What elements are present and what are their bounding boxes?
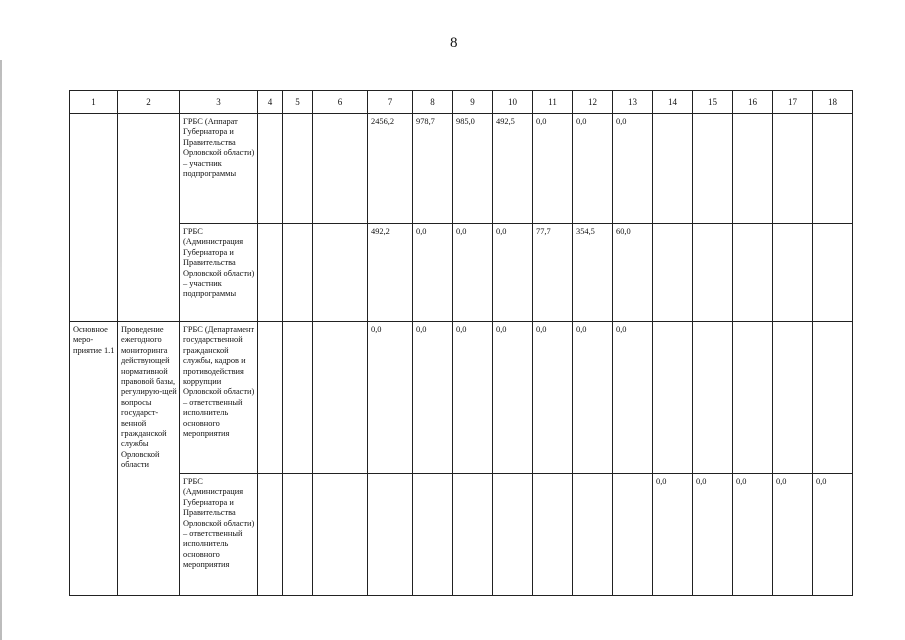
value-cell	[813, 224, 853, 322]
value-cell: 492,2	[368, 224, 413, 322]
value-cell: 0,0	[813, 474, 853, 596]
value-cell	[313, 322, 368, 474]
value-cell	[493, 474, 533, 596]
value-cell	[773, 114, 813, 224]
scan-edge-artifact	[0, 60, 2, 640]
value-cell: 0,0	[453, 322, 493, 474]
value-cell	[258, 114, 283, 224]
value-cell: 0,0	[413, 224, 453, 322]
value-cell: 0,0	[693, 474, 733, 596]
column-header-10: 10	[493, 91, 533, 114]
value-cell	[258, 322, 283, 474]
value-cell	[693, 114, 733, 224]
column-header-14: 14	[653, 91, 693, 114]
column-header-15: 15	[693, 91, 733, 114]
column-header-7: 7	[368, 91, 413, 114]
value-cell: 77,7	[533, 224, 573, 322]
value-cell: 354,5	[573, 224, 613, 322]
value-cell	[283, 114, 313, 224]
value-cell	[313, 474, 368, 596]
value-cell	[613, 474, 653, 596]
cell-col3-grbs: ГРБС (Администрация Губернатора и Правительства Орловской области) – участник подпрограммы	[180, 224, 258, 322]
column-header-4: 4	[258, 91, 283, 114]
value-cell	[653, 322, 693, 474]
column-header-17: 17	[773, 91, 813, 114]
value-cell: 0,0	[573, 322, 613, 474]
value-cell	[258, 474, 283, 596]
cell-col2	[118, 114, 180, 322]
header-row	[70, 91, 853, 114]
value-cell	[283, 474, 313, 596]
value-cell: 2456,2	[368, 114, 413, 224]
value-cell: 0,0	[613, 322, 653, 474]
value-cell: 985,0	[453, 114, 493, 224]
value-cell	[773, 322, 813, 474]
value-cell	[313, 224, 368, 322]
value-cell	[453, 474, 493, 596]
value-cell: 0,0	[368, 322, 413, 474]
value-cell: 0,0	[533, 114, 573, 224]
value-cell	[283, 224, 313, 322]
value-cell	[283, 322, 313, 474]
value-cell: 0,0	[533, 322, 573, 474]
value-cell	[368, 474, 413, 596]
value-cell	[693, 322, 733, 474]
value-cell	[813, 322, 853, 474]
value-cell	[813, 114, 853, 224]
value-cell: 0,0	[613, 114, 653, 224]
value-cell	[733, 114, 773, 224]
value-cell: 0,0	[413, 322, 453, 474]
table-row	[70, 322, 853, 474]
column-header-8: 8	[413, 91, 453, 114]
column-header-12: 12	[573, 91, 613, 114]
value-cell: 492,5	[493, 114, 533, 224]
column-header-5: 5	[283, 91, 313, 114]
column-header-11: 11	[533, 91, 573, 114]
budget-table	[69, 90, 853, 596]
value-cell	[733, 322, 773, 474]
value-cell: 0,0	[733, 474, 773, 596]
value-cell	[573, 474, 613, 596]
column-header-3: 3	[180, 91, 258, 114]
value-cell	[733, 224, 773, 322]
value-cell: 0,0	[653, 474, 693, 596]
value-cell: 978,7	[413, 114, 453, 224]
column-header-13: 13	[613, 91, 653, 114]
value-cell: 0,0	[453, 224, 493, 322]
column-header-16: 16	[733, 91, 773, 114]
cell-activity-description: Проведение ежегодного мониторинга действующей нормативной правовой базы, регулирую-щей вопросы государст-венной гражданской службы Орловской области	[118, 322, 180, 596]
value-cell: 0,0	[493, 322, 533, 474]
value-cell	[313, 114, 368, 224]
cell-col1	[70, 114, 118, 322]
cell-main-activity: Основное меро-приятие 1.1	[70, 322, 118, 596]
value-cell	[653, 114, 693, 224]
value-cell	[693, 224, 733, 322]
value-cell	[413, 474, 453, 596]
value-cell	[258, 224, 283, 322]
page-number: 8	[450, 35, 458, 51]
column-header-2: 2	[118, 91, 180, 114]
value-cell	[773, 224, 813, 322]
cell-col3-grbs: ГРБС (Аппарат Губернатора и Правительства Орловской области) – участник подпрограммы	[180, 114, 258, 224]
cell-col3-grbs: ГРБС (Администрация Губернатора и Правительства Орловской области) – ответственный исполнитель основного мероприятия	[180, 474, 258, 596]
value-cell: 0,0	[773, 474, 813, 596]
column-header-6: 6	[313, 91, 368, 114]
column-header-9: 9	[453, 91, 493, 114]
value-cell: 60,0	[613, 224, 653, 322]
column-header-1: 1	[70, 91, 118, 114]
cell-col3-grbs: ГРБС (Департамент государственной гражданской службы, кадров и противодействия коррупции Орловской области) – ответственный исполнитель основного мероприятия	[180, 322, 258, 474]
column-header-18: 18	[813, 91, 853, 114]
table-row	[70, 474, 853, 596]
value-cell: 0,0	[573, 114, 613, 224]
value-cell	[533, 474, 573, 596]
table-row	[70, 114, 853, 224]
value-cell	[653, 224, 693, 322]
value-cell: 0,0	[493, 224, 533, 322]
table-row	[70, 224, 853, 322]
